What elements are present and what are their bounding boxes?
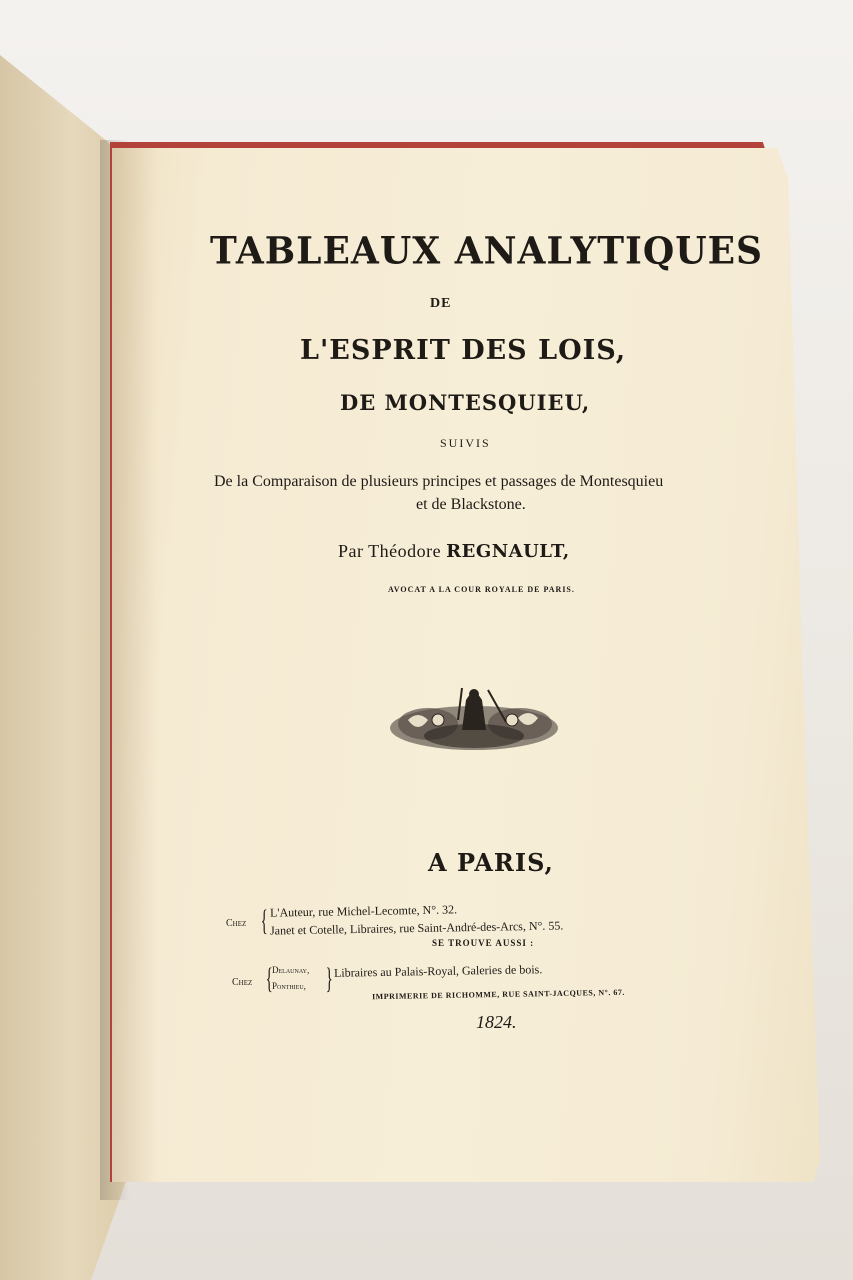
brace-3: } xyxy=(325,962,333,995)
bookseller-2: Ponthieu, xyxy=(272,981,306,991)
author-line xyxy=(338,541,570,562)
subtitle-line-2: et de Blackstone. xyxy=(416,496,526,513)
work-author: DE MONTESQUIEU, xyxy=(340,390,591,415)
also-found-label: SE TROUVE AUSSI : xyxy=(432,938,535,948)
author-prefix: Par Théodore xyxy=(338,541,442,561)
booksellers-location: Libraires au Palais-Royal, Galeries de bois. xyxy=(333,962,543,980)
work-title: L'ESPRIT DES LOIS, xyxy=(300,335,627,366)
publisher-line-1: L'Auteur, rue Michel-Lecomte, N°. 32. xyxy=(269,902,458,920)
imprint-city: A PARIS, xyxy=(428,848,554,877)
publication-year: 1824. xyxy=(476,1012,517,1032)
publisher-line-2: Janet et Cotelle, Libraires, rue Saint-André-des-Arcs, N°. 55. xyxy=(269,918,564,938)
title-connector: DE xyxy=(430,296,452,311)
author-role: AVOCAT A LA COUR ROYALE DE PARIS. xyxy=(388,585,575,594)
chez-label-1: Chez xyxy=(226,918,247,929)
bookseller-1: Delaunay, xyxy=(272,965,310,975)
printer-line: IMPRIMERIE DE RICHOMME, RUE SAINT-JACQUES, N°. 67. xyxy=(371,987,625,1002)
book-title: TABLEAUX ANALYTIQUES xyxy=(210,228,764,274)
subtitle-line-1: De la Comparaison de plusieurs principes et passages de Montesquieu xyxy=(214,473,664,490)
brace-1: { xyxy=(260,904,268,937)
author-name: REGNAULT, xyxy=(446,541,570,562)
suivis-label: SUIVIS xyxy=(440,436,491,450)
chez-label-2: Chez xyxy=(232,977,253,988)
page-gutter xyxy=(112,148,158,1182)
brace-2: { xyxy=(265,962,273,995)
title-page xyxy=(112,148,820,1182)
allegorical-engraving-icon xyxy=(388,680,560,760)
